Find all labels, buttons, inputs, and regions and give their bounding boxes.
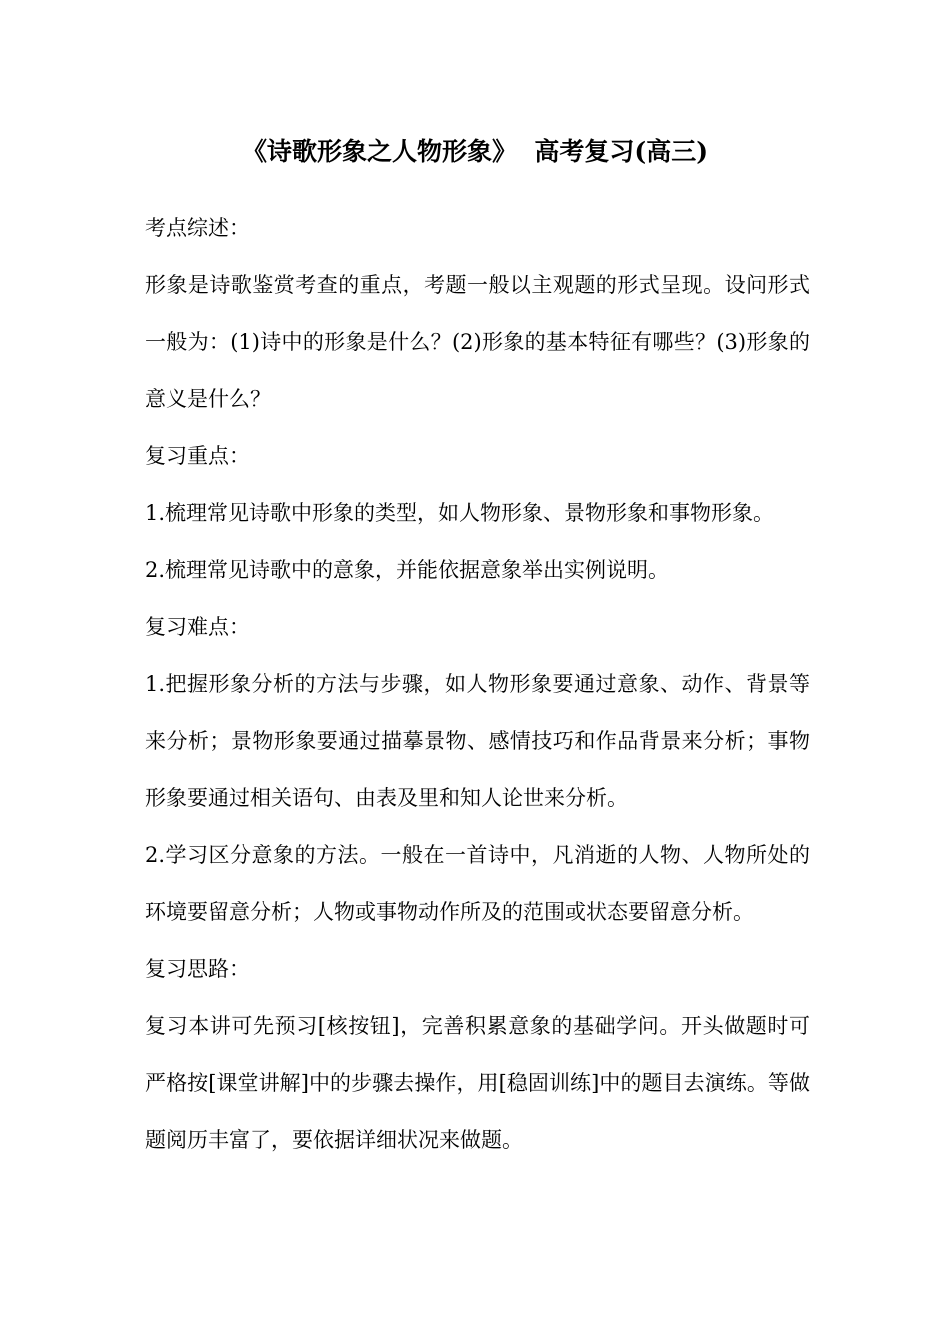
document-body xyxy=(145,200,810,1169)
section-heading-key-points: 复习重点： xyxy=(145,444,250,468)
section-heading-difficulties: 复习难点： xyxy=(145,615,250,639)
section-heading-approach: 复习思路： xyxy=(145,957,250,981)
paragraph-approach: 复习本讲可先预习[核按钮]，完善积累意象的基础学问。开头做题时可严格按[课堂讲解]中的步骤去操作，用[稳固训练]中的题目去演练。等做题阅历丰富了，要依据详细状况来做题。 xyxy=(145,1014,810,1152)
difficulty-1: 1.把握形象分析的方法与步骤，如人物形象要通过意象、动作、背景等来分析；景物形象要通过描摹景物、感情技巧和作品背景来分析；事物形象要通过相关语句、由表及里和知人论世来分析。 xyxy=(145,672,810,810)
key-point-2: 2.梳理常见诗歌中的意象，并能依据意象举出实例说明。 xyxy=(145,558,670,582)
difficulty-2: 2.学习区分意象的方法。一般在一首诗中，凡消逝的人物、人物所处的环境要留意分析；人物或事物动作所及的范围或状态要留意分析。 xyxy=(145,843,810,924)
section-heading-overview: 考点综述： xyxy=(145,216,250,240)
paragraph-overview: 形象是诗歌鉴赏考查的重点，考题一般以主观题的形式呈现。设问形式一般为：(1)诗中的形象是什么？(2)形象的基本特征有哪些？(3)形象的意义是什么？ xyxy=(145,273,810,411)
document-title: 《诗歌形象之人物形象》 高考复习(高三) xyxy=(241,137,709,166)
key-point-1: 1.梳理常见诗歌中形象的类型，如人物形象、景物形象和事物形象。 xyxy=(145,501,775,525)
